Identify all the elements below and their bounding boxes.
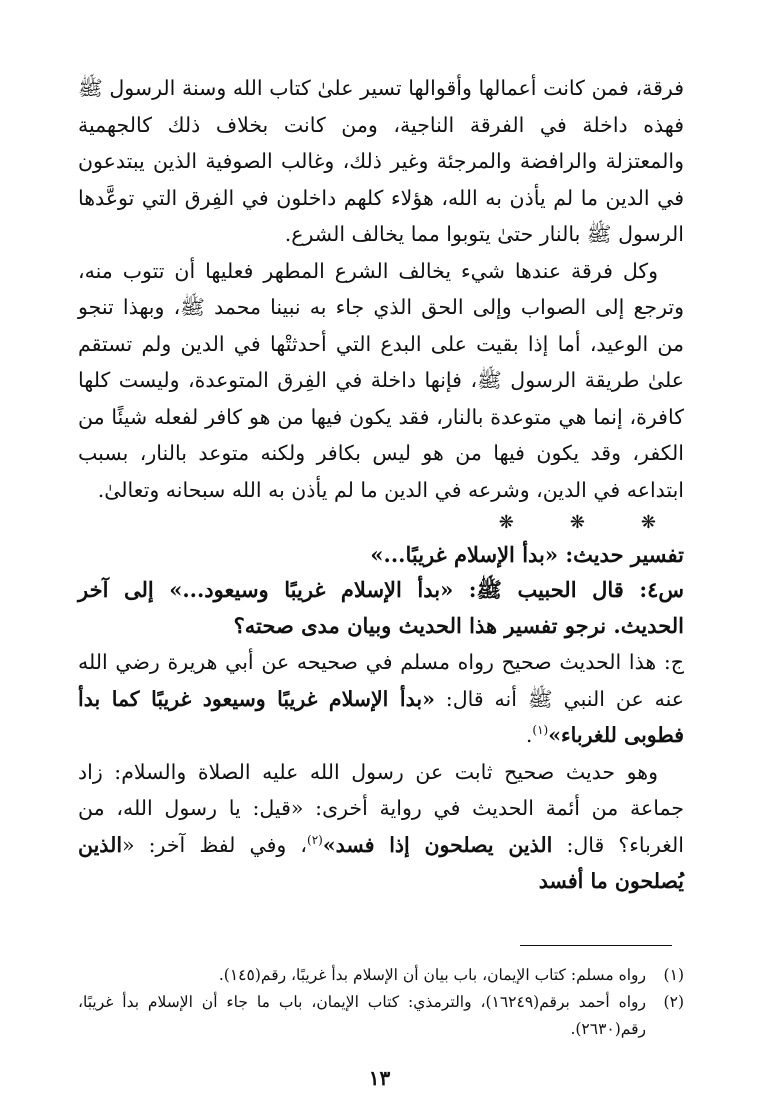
- answer-end: .: [525, 723, 533, 747]
- main-text: [78, 70, 684, 900]
- paragraph-1: فرقة، فمن كانت أعمالها وأقوالها تسير علىٰ كتاب الله وسنة الرسول ﷺ فهذه داخلة في الفرقة الناجية، ومن كانت بخلاف ذلك كالجهمية والمعتزلة والرافضة والمرجئة وغير ذلك، وغالب الصوفية الذين يبتدعون في الدين ما لم يأذن به الله، هؤلاء كلهم داخلون في الفِرق التي توعَّدها الرسول ﷺ بالنار حتىٰ يتوبوا مما يخالف الشرع.: [78, 76, 684, 246]
- footnote-ref-2[interactable]: (٢): [307, 832, 323, 847]
- footnote-number: (١): [663, 966, 684, 984]
- hadith-quote-1: الذين يصلحون إذا فسد»: [322, 832, 553, 857]
- footnotes: [78, 962, 684, 1043]
- footnote-number: (٢): [663, 993, 684, 1011]
- question-text: س٤: قال الحبيب ﷺ: «بدأ الإسلام غريبًا وسيعود...» إلى آخر الحديث. نرجو تفسير هذا الحديث وبيان مدى صحته؟: [78, 577, 684, 638]
- separator-star: ❋: [498, 512, 514, 533]
- paragraph-3: [78, 754, 684, 900]
- footnote-1: [78, 962, 684, 989]
- footnote-ref-1[interactable]: (١): [532, 723, 549, 738]
- paragraph-2: وكل فرقة عندها شيء يخالف الشرع المطهر فعليها أن تتوب منه، وترجع إلى الصواب وإلى الحق الذي جاء به نبينا محمد ﷺ، وبهذا تنجو من الوعيد، أما إذا بقيت على البدع التي أحدثتْها في الدين ولم تستقم علىٰ طريقة الرسول ﷺ، فإنها داخلة في الفِرق المتوعدة، وليست كلها كافرة، إنما هي متوعدة بالنار، فقد يكون فيها من هو كافر لفعله شيئًا من الكفر، وقد يكون فيها من هو ليس بكافر ولكنه متوعد بالنار، بسبب ابتداعه في الدين، وشرعه في الدين ما لم يأذن به الله سبحانه وتعالىٰ.: [78, 258, 684, 502]
- footnote-text: رواه أحمد برقم(١٦٢٤٩)، والترمذي: كتاب الإيمان، باب ما جاء أن الإسلام بدأ غريبًا، رقم(٢٦٣٠).: [78, 993, 646, 1038]
- answer-paragraph: [78, 644, 684, 754]
- paragraph-3-lead: وهو حديث صحيح ثابت عن رسول الله عليه الصلاة والسلام: زاد جماعة من أئمة الحديث في رواية أخرى: «قيل: يا رسول الله، من الغرباء؟ قال:: [78, 759, 685, 857]
- footnote-text: رواه مسلم: كتاب الإيمان، باب بيان أن الإسلام بدأ غريبًا، رقم(١٤٥).: [218, 966, 646, 984]
- separator-star: ❋: [569, 512, 585, 533]
- answer-hadith: «بدأ الإسلام غريبًا وسيعود غريبًا كما بدأ فطوبى للغرباء»: [78, 686, 684, 747]
- hadith-quote-2: الذين يُصلحون ما أفسد: [78, 832, 684, 893]
- paragraph-3-mid: ، وفي لفظ آخر: «: [122, 832, 308, 857]
- page-number: ١٣: [368, 1066, 391, 1090]
- section-separator: [78, 508, 684, 538]
- footnote-2: [78, 989, 684, 1043]
- answer-lead: ج: هذا الحديث صحيح رواه مسلم في صحيحه عن أبي هريرة رضي الله عنه عن النبي ﷺ أنه قال:: [78, 650, 685, 711]
- section-title: تفسير حديث: «بدأ الإسلام غريبًا...»: [370, 542, 684, 567]
- separator-star: ❋: [640, 512, 656, 533]
- footnote-divider: [520, 945, 672, 946]
